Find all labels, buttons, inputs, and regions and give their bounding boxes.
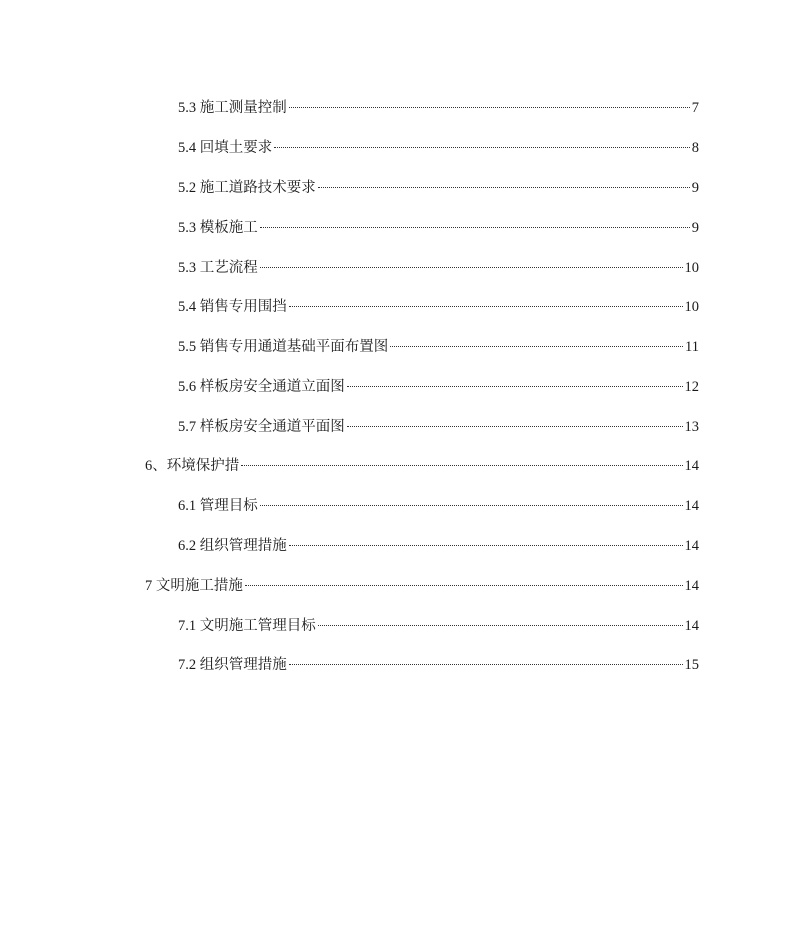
- toc-entry[interactable]: [178, 494, 699, 518]
- toc-entry-title: 5.4 回填土要求: [178, 140, 273, 156]
- toc-entry-title: 5.3 模板施工: [178, 220, 258, 236]
- toc-entry[interactable]: [178, 415, 699, 439]
- toc-entry[interactable]: [178, 176, 699, 200]
- toc-entry[interactable]: [178, 614, 699, 638]
- toc-page-number: 10: [684, 260, 699, 276]
- toc-entry-title: 6、环境保护措: [145, 458, 240, 474]
- toc-page-number: 7: [691, 100, 699, 116]
- toc-dot-leader: [260, 227, 690, 228]
- toc-page-number: 10: [684, 299, 699, 315]
- toc-entry[interactable]: [178, 534, 699, 558]
- toc-dot-leader: [241, 465, 682, 466]
- toc-entry-title: 7.1 文明施工管理目标: [178, 618, 316, 634]
- toc-dot-leader: [289, 664, 683, 665]
- toc-dot-leader: [318, 187, 690, 188]
- toc-entry-title: 7 文明施工措施: [145, 578, 243, 594]
- toc-entry[interactable]: [178, 96, 699, 120]
- toc-page-number: 11: [685, 339, 699, 355]
- toc-entry-title: 5.2 施工道路技术要求: [178, 180, 316, 196]
- toc-entry[interactable]: [145, 574, 699, 598]
- toc-dot-leader: [245, 585, 683, 586]
- toc-dot-leader: [274, 147, 690, 148]
- toc-page-number: 14: [684, 618, 699, 634]
- toc-page-number: 14: [684, 538, 699, 554]
- toc-entry[interactable]: [178, 136, 699, 160]
- toc-entry[interactable]: [178, 335, 699, 359]
- toc-page-number: 12: [684, 379, 699, 395]
- toc-entry[interactable]: [145, 454, 699, 478]
- toc-dot-leader: [289, 306, 683, 307]
- toc-entry-title: 5.6 样板房安全通道立面图: [178, 379, 345, 395]
- toc-entry-title: 6.1 管理目标: [178, 498, 258, 514]
- toc-entry-title: 5.4 销售专用围挡: [178, 299, 287, 315]
- toc-entry[interactable]: [178, 295, 699, 319]
- toc-entry[interactable]: [178, 216, 699, 240]
- toc-page-number: 9: [691, 220, 699, 236]
- toc-dot-leader: [390, 346, 683, 347]
- toc-entry-title: 6.2 组织管理措施: [178, 538, 287, 554]
- toc-page-number: 14: [684, 498, 699, 514]
- toc-page-number: 13: [684, 419, 699, 435]
- toc-page-number: 8: [691, 140, 699, 156]
- toc-entry[interactable]: [178, 375, 699, 399]
- toc-entry-title: 7.2 组织管理措施: [178, 657, 287, 673]
- toc-dot-leader: [289, 107, 690, 108]
- toc-dot-leader: [260, 505, 683, 506]
- toc-page-number: 14: [684, 458, 699, 474]
- toc-entry[interactable]: [178, 653, 699, 677]
- toc-entry-title: 5.5 销售专用通道基础平面布置图: [178, 339, 389, 355]
- toc-dot-leader: [260, 267, 683, 268]
- toc-entry[interactable]: [178, 256, 699, 280]
- toc-entry-title: 5.3 施工测量控制: [178, 100, 287, 116]
- toc-page-number: 15: [684, 657, 699, 673]
- toc-dot-leader: [289, 545, 683, 546]
- toc-dot-leader: [347, 386, 683, 387]
- toc-entry-title: 5.7 样板房安全通道平面图: [178, 419, 345, 435]
- toc-page-number: 9: [691, 180, 699, 196]
- toc-page-number: 14: [684, 578, 699, 594]
- toc-dot-leader: [347, 426, 683, 427]
- toc-dot-leader: [318, 625, 683, 626]
- toc-entry-title: 5.3 工艺流程: [178, 260, 258, 276]
